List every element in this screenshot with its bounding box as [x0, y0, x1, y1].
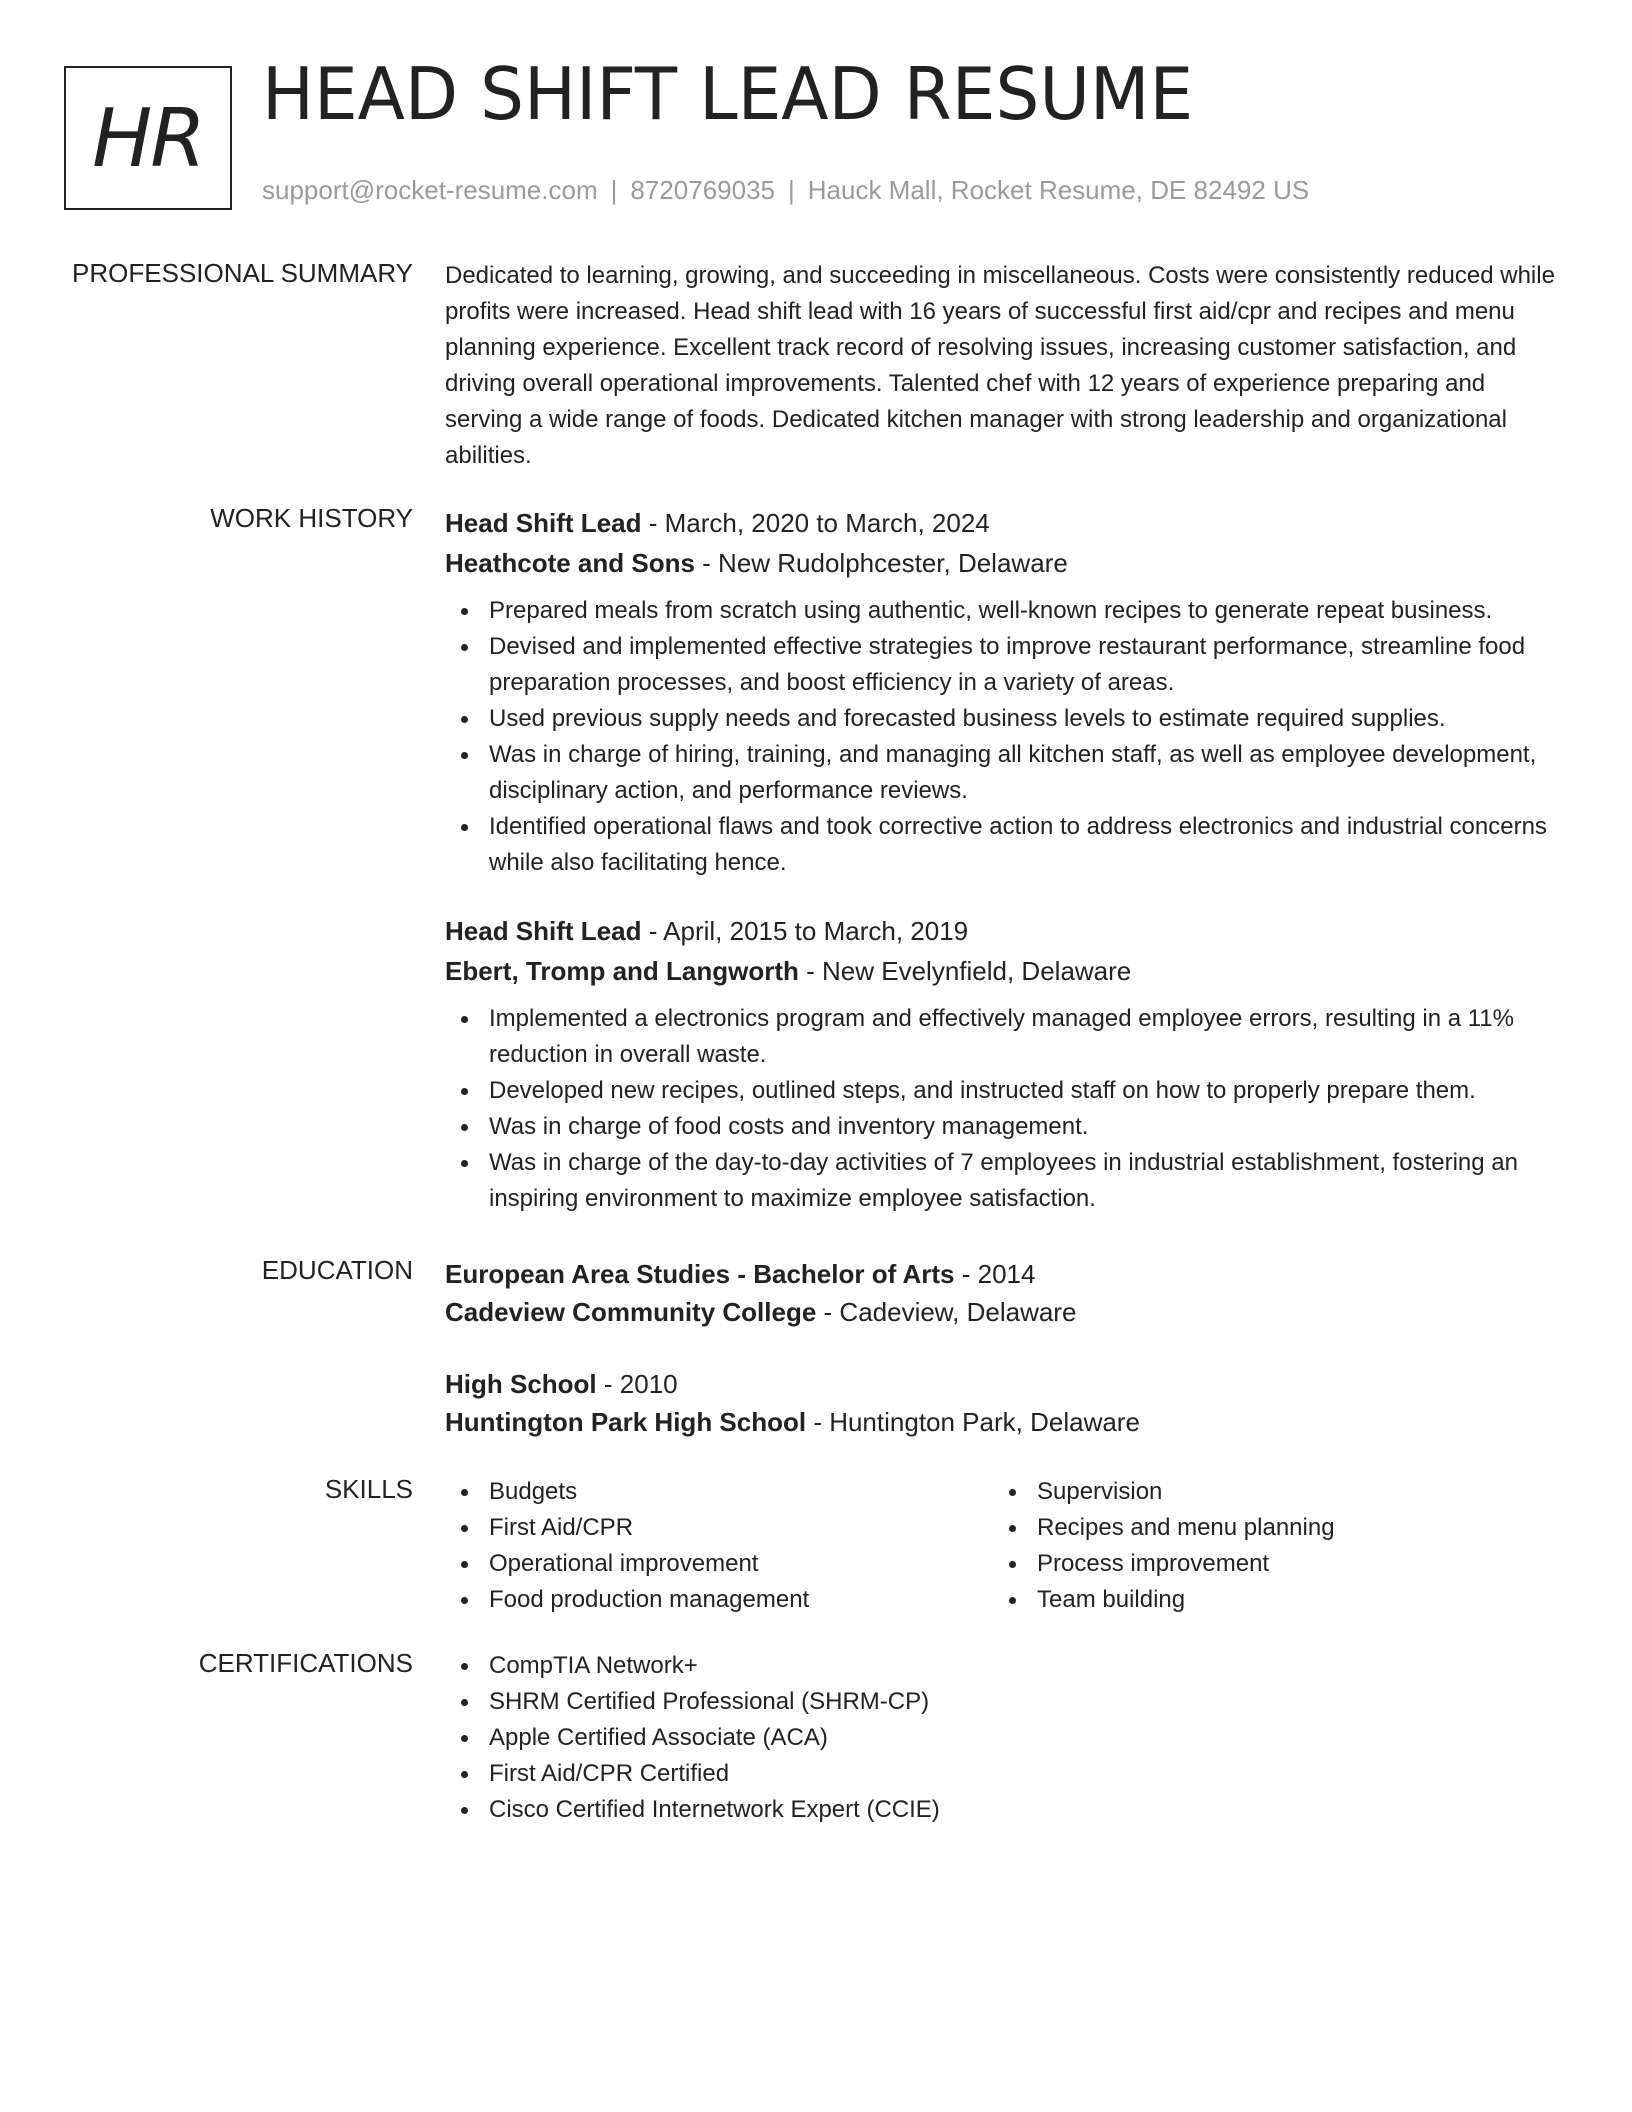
job-location: - New Rudolphcester, Delaware	[694, 548, 1068, 578]
job-entry	[445, 503, 1565, 881]
skill-item: First Aid/CPR	[445, 1510, 993, 1546]
certification-item: First Aid/CPR Certified	[445, 1756, 1565, 1792]
certifications-body	[445, 1648, 1565, 1828]
list-item: Developed new recipes, outlined steps, and instructed staff on how to properly prepare them.	[445, 1073, 1565, 1109]
skills-left-column	[445, 1474, 993, 1618]
graduation-year: - 2014	[954, 1259, 1036, 1289]
skill-item: Food production management	[445, 1582, 993, 1618]
phone: 8720769035	[630, 175, 775, 205]
skills-grid	[445, 1474, 1565, 1618]
contact-separator: |	[610, 175, 618, 205]
job-company: Heathcote and Sons	[445, 548, 695, 578]
address: Hauck Mall, Rocket Resume, DE 82492 US	[807, 175, 1310, 205]
job-title: Head Shift Lead	[445, 508, 642, 538]
school-location: - Huntington Park, Delaware	[806, 1407, 1140, 1437]
graduation-year: - 2010	[596, 1369, 678, 1399]
certification-item: CompTIA Network+	[445, 1648, 1565, 1684]
skill-item: Operational improvement	[445, 1546, 993, 1582]
education-entry	[445, 1365, 1565, 1441]
degree-line	[445, 1255, 1565, 1293]
skill-item: Budgets	[445, 1474, 993, 1510]
list-item: Identified operational flaws and took corrective action to address electronics and industrial concerns while also facilitating hence.	[445, 809, 1565, 881]
skill-item: Recipes and menu planning	[993, 1510, 1541, 1546]
job-company-line	[445, 543, 1565, 583]
job-company: Ebert, Tromp and Langworth	[445, 956, 799, 986]
list-item: Was in charge of hiring, training, and managing all kitchen staff, as well as employee development, disciplinary action, and performance reviews.	[445, 737, 1565, 809]
school-line	[445, 1293, 1565, 1331]
section-heading: PROFESSIONAL SUMMARY	[72, 258, 413, 288]
list-item: Was in charge of the day-to-day activities of 7 employees in industrial establishment, fostering an inspiring environment to maximize employee satisfaction.	[445, 1145, 1565, 1217]
job-dates: - March, 2020 to March, 2024	[641, 508, 990, 538]
section-heading: EDUCATION	[261, 1255, 413, 1285]
job-bullets	[445, 1001, 1565, 1217]
skills-right-column	[993, 1474, 1541, 1618]
school-line	[445, 1403, 1565, 1441]
contact-line	[262, 175, 1309, 206]
skill-item: Supervision	[993, 1474, 1541, 1510]
education-entry	[445, 1255, 1565, 1331]
job-title: Head Shift Lead	[445, 916, 642, 946]
contact-separator: |	[788, 175, 795, 205]
degree: European Area Studies - Bachelor of Arts	[445, 1259, 955, 1289]
job-bullets	[445, 593, 1565, 881]
degree: High School	[445, 1369, 597, 1399]
school: Huntington Park High School	[445, 1407, 807, 1437]
section-heading: WORK HISTORY	[210, 503, 413, 533]
work-history-body	[445, 503, 1565, 1217]
skill-item: Team building	[993, 1582, 1541, 1618]
certification-item: Cisco Certified Internetwork Expert (CCIE)	[445, 1792, 1565, 1828]
education-body	[445, 1255, 1565, 1441]
list-item: Prepared meals from scratch using authentic, well-known recipes to generate repeat business.	[445, 593, 1565, 629]
job-location: - New Evelynfield, Delaware	[798, 956, 1132, 986]
section-heading: SKILLS	[324, 1474, 413, 1504]
school-location: - Cadeview, Delaware	[816, 1297, 1077, 1327]
email: support@rocket-resume.com	[262, 175, 598, 205]
job-dates: - April, 2015 to March, 2019	[641, 916, 969, 946]
job-title-line	[445, 503, 1565, 543]
certifications-list	[445, 1648, 1565, 1828]
certification-item: SHRM Certified Professional (SHRM-CP)	[445, 1684, 1565, 1720]
list-item: Devised and implemented effective strategies to improve restaurant performance, streamline food preparation processes, and boost efficiency in a variety of areas.	[445, 629, 1565, 701]
certification-item: Apple Certified Associate (ACA)	[445, 1720, 1565, 1756]
degree-line	[445, 1365, 1565, 1403]
list-item: Implemented a electronics program and effectively managed employee errors, resulting in a 11% reduction in overall waste.	[445, 1001, 1565, 1073]
list-item: Used previous supply needs and forecasted business levels to estimate required supplies.	[445, 701, 1565, 737]
resume-title: HEAD SHIFT LEAD RESUME	[262, 52, 1194, 136]
section-heading: CERTIFICATIONS	[198, 1648, 413, 1678]
monogram-logo: HR	[64, 66, 232, 210]
skill-item: Process improvement	[993, 1546, 1541, 1582]
job-entry	[445, 911, 1565, 1217]
list-item: Was in charge of food costs and inventory management.	[445, 1109, 1565, 1145]
school: Cadeview Community College	[445, 1297, 817, 1327]
job-company-line	[445, 951, 1565, 991]
job-title-line	[445, 911, 1565, 951]
summary-text: Dedicated to learning, growing, and succeeding in miscellaneous. Costs were consistently reduced while profits were increased. Head shift lead with 16 years of successful first aid/cpr and recipes and menu planning experience. Excellent track record of resolving issues, increasing customer satisfaction, and driving overall operational improvements. Talented chef with 12 years of experience preparing and serving a wide range of foods. Dedicated kitchen manager with strong leadership and organizational abilities.	[445, 262, 1555, 469]
